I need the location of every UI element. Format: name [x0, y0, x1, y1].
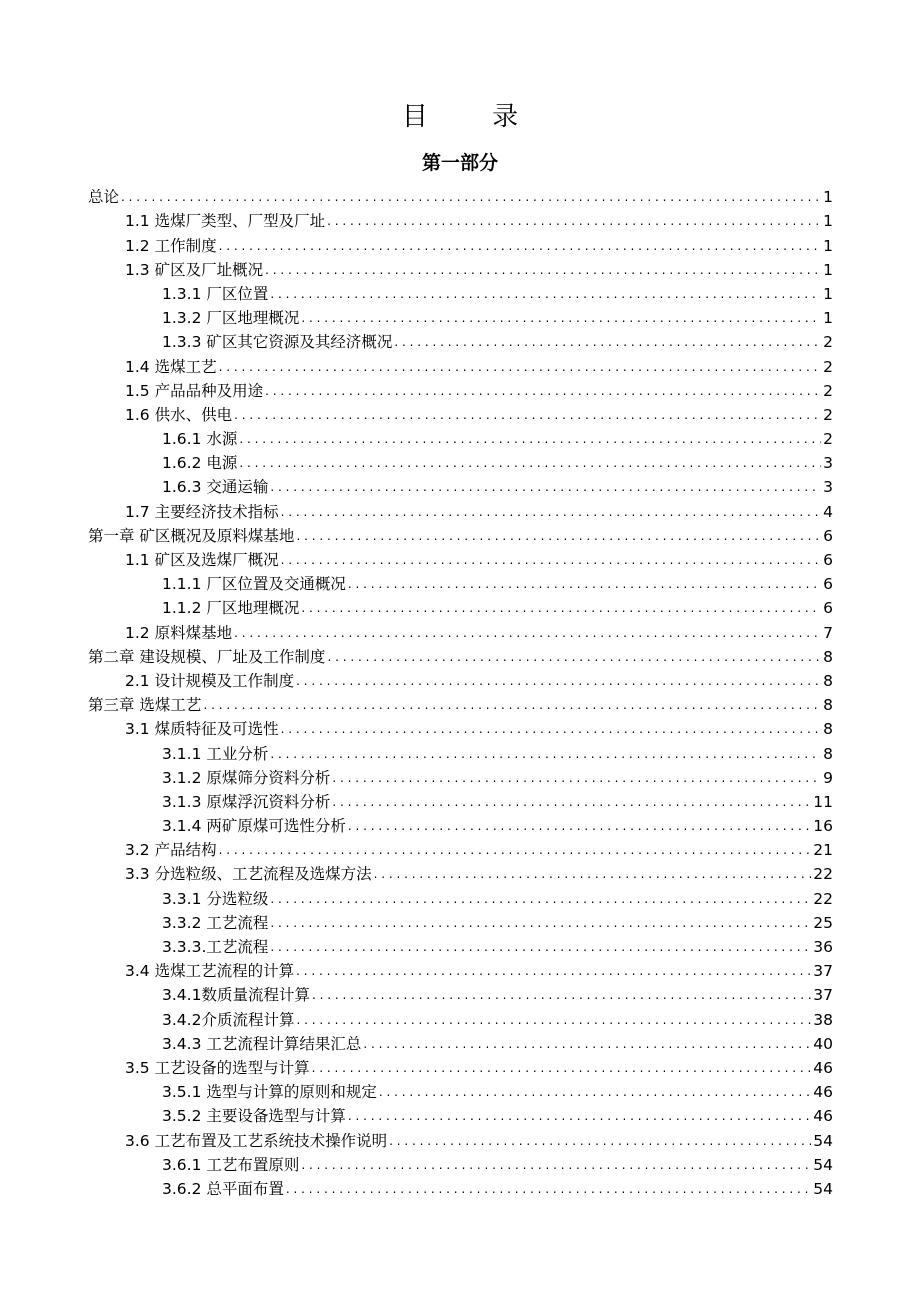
toc-entry-label: 1.1.1 厂区位置及交通概况 — [162, 575, 346, 594]
dot-leader — [363, 1034, 811, 1054]
page-title: 目 录 — [401, 102, 547, 132]
toc-entry[interactable] — [88, 304, 833, 328]
toc-entry-label: 3.4.2介质流程计算 — [162, 1010, 295, 1029]
toc-entry-label: 3.5 工艺设备的选型与计算 — [125, 1058, 310, 1077]
toc-entry-label: 1.1 选煤厂类型、厂型及厂址 — [125, 212, 326, 231]
dot-leader — [270, 937, 811, 957]
toc-entry-page: 1 — [823, 212, 833, 231]
toc-entry[interactable] — [88, 836, 833, 860]
dot-leader — [286, 1179, 811, 1199]
dot-leader — [327, 647, 821, 667]
dot-leader — [348, 816, 811, 836]
toc-entry-label: 3.6 工艺布置及工艺系统技术操作说明 — [125, 1131, 388, 1150]
toc-entry-page: 21 — [813, 841, 833, 860]
toc-entry[interactable] — [88, 256, 833, 280]
dot-leader — [301, 308, 821, 328]
toc-entry-label: 3.1 煤质特征及可选性 — [125, 720, 279, 739]
toc-entry-label: 3.3.1 分选粒级 — [162, 889, 269, 908]
toc-entry-label: 3.1.2 原煤筛分资料分析 — [162, 768, 331, 787]
toc-entry-label: 3.6.1 工艺布置原则 — [162, 1155, 300, 1174]
dot-leader — [234, 405, 821, 425]
toc-entry[interactable] — [88, 280, 833, 304]
toc-entry[interactable] — [88, 1151, 833, 1175]
toc-entry-page: 38 — [813, 1010, 833, 1029]
toc-entry[interactable] — [88, 618, 833, 642]
dot-leader — [301, 598, 821, 618]
toc-entry[interactable] — [88, 1030, 833, 1054]
toc-entry-page: 6 — [823, 551, 833, 569]
toc-entry-page: 54 — [813, 1131, 833, 1150]
toc-entry-label: 第二章 建设规模、厂址及工作制度 — [88, 647, 326, 666]
toc-entry-page: 54 — [813, 1155, 833, 1174]
toc-entry-page: 8 — [823, 744, 833, 763]
toc-entry-label: 1.2 工作制度 — [125, 236, 217, 255]
dot-leader — [239, 453, 821, 473]
toc-entry-label: 3.4.3 工艺流程计算结果汇总 — [162, 1034, 362, 1053]
dot-leader — [301, 1155, 811, 1175]
toc-entry-label: 3.1.1 工业分析 — [162, 744, 269, 763]
toc-entry[interactable] — [88, 739, 833, 763]
toc-entry[interactable] — [88, 352, 833, 376]
toc-entry-page: 4 — [823, 502, 833, 521]
toc-entry-label: 1.3 矿区及厂址概况 — [125, 260, 264, 279]
toc-entry[interactable] — [88, 691, 833, 715]
dot-leader — [348, 1106, 811, 1126]
toc-entry-label: 1.4 选煤工艺 — [125, 357, 217, 376]
toc-entry-label: 3.1.4 两矿原煤可选性分析 — [162, 817, 346, 836]
part-title: 第一部分 — [421, 152, 498, 174]
toc-entry-label: 2.1 设计规模及工作制度 — [125, 671, 295, 690]
toc-entry-page: 40 — [813, 1034, 833, 1053]
dot-leader — [281, 502, 822, 522]
toc-entry[interactable] — [88, 377, 833, 401]
dot-leader — [270, 477, 821, 497]
toc-entry-page: 8 — [823, 720, 833, 739]
dot-leader — [203, 695, 821, 715]
toc-entry-page: 37 — [813, 986, 833, 1005]
toc-entry[interactable] — [88, 1102, 833, 1126]
toc-entry-label: 3.4.1数质量流程计算 — [162, 986, 310, 1005]
toc-entry-page: 46 — [813, 1058, 833, 1077]
toc-entry-label: 1.6.1 水源 — [162, 430, 238, 449]
dot-leader — [219, 236, 822, 256]
toc-entry[interactable] — [88, 328, 833, 352]
toc-entry-page: 6 — [823, 599, 833, 618]
dot-leader — [270, 889, 811, 909]
toc-entry-page: 22 — [813, 889, 833, 908]
toc-entry[interactable] — [88, 425, 833, 449]
toc-entry[interactable] — [88, 1005, 833, 1029]
dot-leader — [270, 284, 821, 304]
toc-entry[interactable] — [88, 207, 833, 231]
toc-entry[interactable] — [88, 594, 833, 618]
toc-entry-page: 54 — [813, 1179, 833, 1198]
toc-entry-page: 2 — [823, 333, 833, 352]
toc-entry[interactable] — [88, 570, 833, 594]
toc-entry-page: 2 — [823, 430, 833, 449]
toc-entry-label: 1.3.3 矿区其它资源及其经济概况 — [162, 333, 393, 352]
toc-entry[interactable] — [88, 183, 833, 207]
dot-leader — [121, 187, 821, 207]
dot-leader — [265, 260, 821, 280]
toc-entry-page: 6 — [823, 526, 833, 545]
toc-entry-page: 1 — [823, 236, 833, 255]
dot-leader — [265, 381, 821, 401]
dot-leader — [296, 526, 821, 546]
toc-entry-page: 7 — [823, 623, 833, 642]
dot-leader — [270, 913, 811, 933]
toc-entry-page: 11 — [813, 792, 833, 811]
dot-leader — [296, 671, 821, 691]
toc-entry-label: 3.2 产品结构 — [125, 841, 217, 860]
toc-entry-page: 37 — [813, 962, 833, 981]
toc-entry-page: 46 — [813, 1107, 833, 1126]
toc-entry-label: 1.5 产品品种及用途 — [125, 381, 264, 400]
toc-entry[interactable] — [88, 449, 833, 473]
toc-entry[interactable] — [88, 667, 833, 691]
toc-entry[interactable] — [88, 909, 833, 933]
toc-entry-label: 总论 — [88, 188, 120, 207]
dot-leader — [296, 1010, 811, 1030]
toc-entry[interactable] — [88, 812, 833, 836]
toc-entry-page: 2 — [823, 381, 833, 400]
toc-entry-label: 1.1.2 厂区地理概况 — [162, 599, 300, 618]
toc-entry-label: 3.3.3.工艺流程 — [162, 938, 269, 956]
dot-leader — [234, 623, 821, 643]
toc-entry-label: 1.6 供水、供电 — [125, 405, 233, 424]
dot-leader — [312, 1058, 812, 1078]
toc-entry[interactable] — [88, 860, 833, 884]
toc-entry-label: 3.1.3 原煤浮沉资料分析 — [162, 792, 331, 811]
toc-entry[interactable] — [88, 1175, 833, 1199]
dot-leader — [332, 792, 811, 812]
toc-entry[interactable] — [88, 981, 833, 1005]
dot-leader — [270, 744, 821, 764]
toc-entry-label: 1.6.3 交通运输 — [162, 478, 269, 497]
toc-entry[interactable] — [88, 473, 833, 497]
toc-entry[interactable] — [88, 1078, 833, 1102]
toc-entry[interactable] — [88, 231, 833, 255]
toc-entry-label: 3.6.2 总平面布置 — [162, 1179, 284, 1198]
toc-entry-label: 3.4 选煤工艺流程的计算 — [125, 962, 295, 981]
toc-entry-page: 25 — [813, 913, 833, 932]
dot-leader — [239, 429, 821, 449]
toc-entry[interactable] — [88, 884, 833, 908]
dot-leader — [219, 840, 812, 860]
toc-entry[interactable] — [88, 546, 833, 570]
toc-entry-page: 16 — [813, 817, 833, 836]
toc-entry-label: 1.3.1 厂区位置 — [162, 284, 269, 303]
dot-leader — [281, 719, 822, 739]
toc-entry-label: 3.3 分选粒级、工艺流程及选煤方法 — [125, 865, 372, 884]
toc-entry-page: 22 — [813, 865, 833, 884]
toc-entry[interactable] — [88, 764, 833, 788]
toc-entry-page: 1 — [823, 188, 833, 207]
toc-entry[interactable] — [88, 957, 833, 981]
toc-entry-label: 第三章 选煤工艺 — [88, 696, 202, 715]
toc-entry-label: 3.5.2 主要设备选型与计算 — [162, 1107, 346, 1126]
toc-entry[interactable] — [88, 1126, 833, 1150]
dot-leader — [327, 211, 821, 231]
toc-entry-page: 1 — [823, 309, 833, 328]
toc-entry-label: 1.2 原料煤基地 — [125, 623, 233, 642]
toc-entry-page: 2 — [823, 405, 833, 424]
toc-entry-page: 8 — [823, 671, 833, 690]
toc-entry-page: 36 — [813, 938, 833, 956]
dot-leader — [296, 961, 811, 981]
toc-entry[interactable] — [88, 401, 833, 425]
toc-entry-page: 6 — [823, 575, 833, 594]
toc-entry-label: 3.5.1 选型与计算的原则和规定 — [162, 1083, 377, 1102]
toc-entry[interactable] — [88, 522, 833, 546]
dot-leader — [389, 1131, 811, 1151]
toc-entry-label: 1.7 主要经济技术指标 — [125, 502, 279, 521]
toc-entry-label: 第一章 矿区概况及原料煤基地 — [88, 526, 295, 545]
toc-entry-page: 1 — [823, 260, 833, 279]
toc-entry-label: 1.3.2 厂区地理概况 — [162, 309, 300, 328]
toc-entry[interactable] — [88, 715, 833, 739]
toc-entry-page: 3 — [823, 454, 833, 473]
dot-leader — [348, 574, 821, 594]
dot-leader — [374, 864, 812, 884]
toc-entry-label: 3.3.2 工艺流程 — [162, 913, 269, 932]
dot-leader — [379, 1082, 811, 1102]
toc-entry-page: 8 — [823, 696, 833, 715]
toc-entry-page: 46 — [813, 1083, 833, 1102]
toc-entry-page: 1 — [823, 284, 833, 303]
toc-entry[interactable] — [88, 1054, 833, 1078]
dot-leader — [332, 768, 821, 788]
dot-leader — [219, 357, 822, 377]
toc-entry[interactable] — [88, 643, 833, 667]
dot-leader — [394, 332, 821, 352]
toc-entry-page: 3 — [823, 478, 833, 497]
toc-entry-page: 9 — [823, 768, 833, 787]
toc-entry[interactable] — [88, 497, 833, 521]
toc-entry-page: 2 — [823, 357, 833, 376]
dot-leader — [281, 550, 822, 570]
table-of-contents — [88, 183, 833, 1199]
toc-entry[interactable] — [88, 933, 833, 957]
toc-entry-label: 1.6.2 电源 — [162, 454, 238, 473]
toc-entry[interactable] — [88, 788, 833, 812]
dot-leader — [312, 985, 811, 1005]
toc-entry-page: 8 — [823, 647, 833, 666]
toc-entry-label: 1.1 矿区及选煤厂概况 — [125, 551, 279, 569]
